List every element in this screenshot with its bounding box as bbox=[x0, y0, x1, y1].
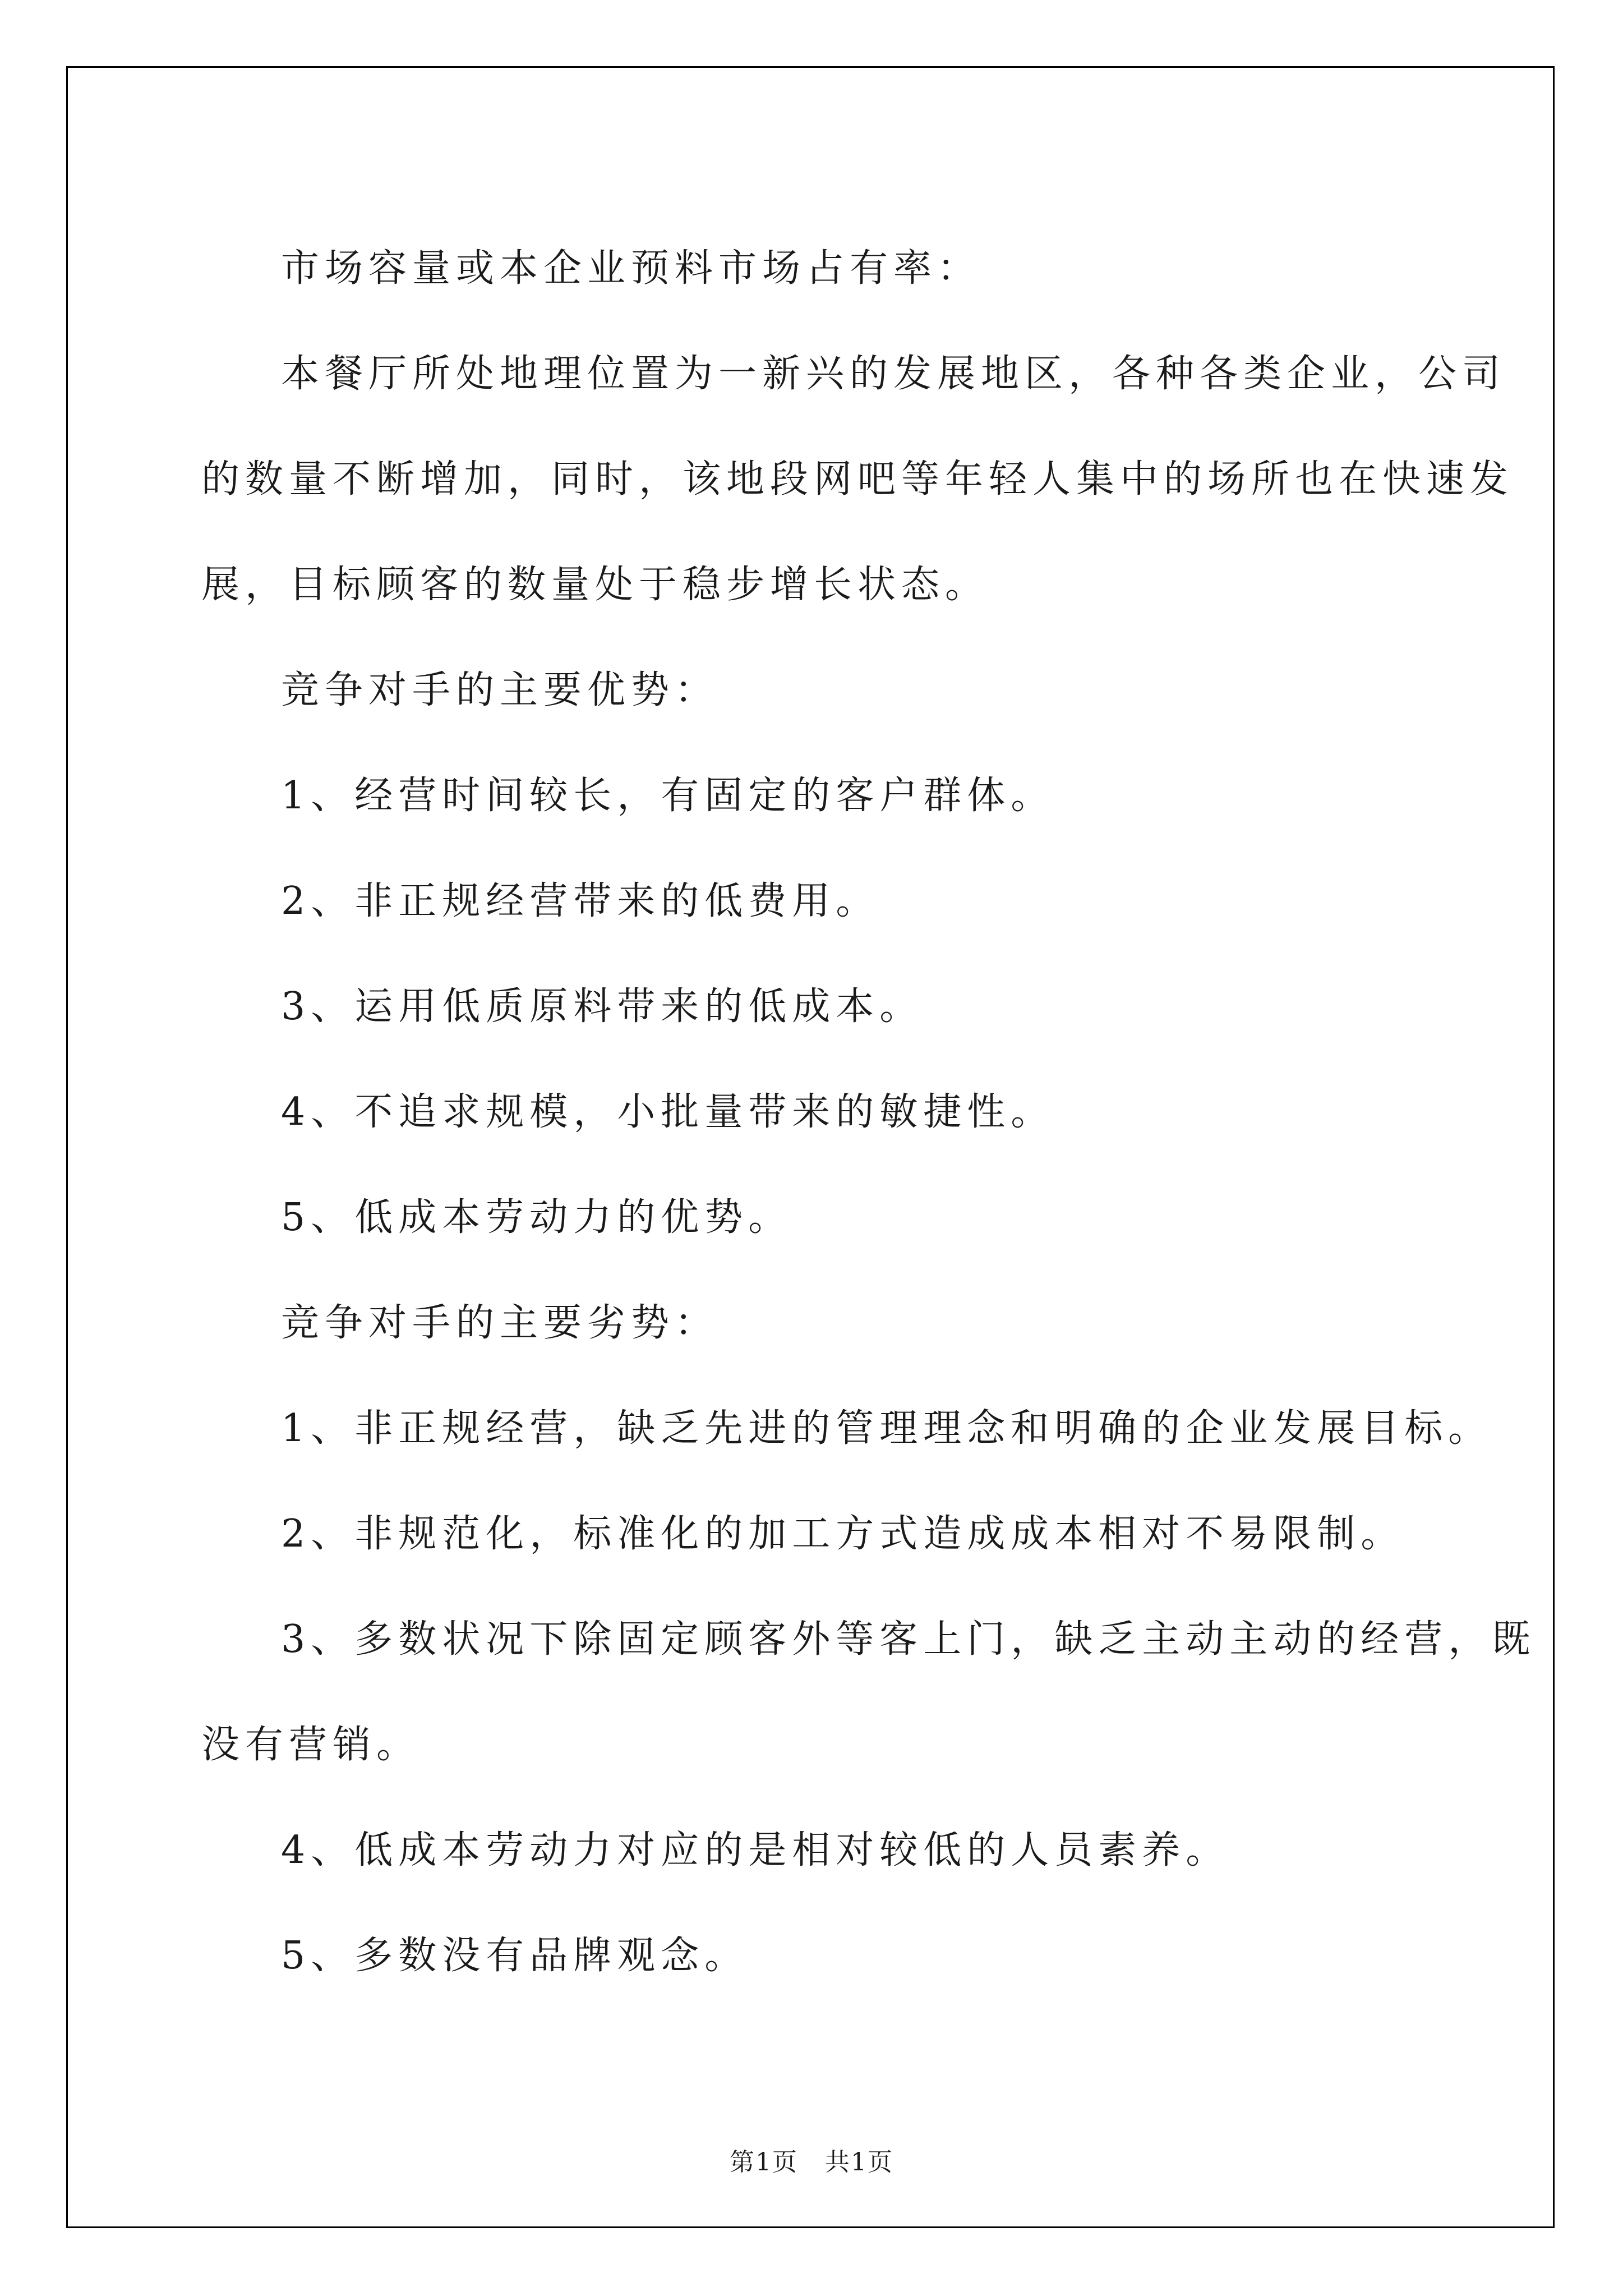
list-item bbox=[201, 849, 1424, 954]
list-item bbox=[201, 743, 1424, 849]
paragraph-line: 5、多数没有品牌观念。 bbox=[281, 1934, 749, 1978]
list-item bbox=[201, 1481, 1424, 1587]
list-item bbox=[201, 954, 1424, 1060]
list-item bbox=[201, 1376, 1492, 1481]
paragraph-location bbox=[201, 321, 1506, 427]
page-total: 共1页 bbox=[825, 2148, 893, 2177]
paragraph-line: 竞争对手的主要优势： bbox=[281, 668, 719, 712]
paragraph-line: 5、低成本劳动力的优势。 bbox=[281, 1195, 792, 1240]
list-item bbox=[201, 1903, 1424, 2009]
list-item bbox=[201, 1060, 1424, 1165]
paragraph-line: 1、经营时间较长，有固定的客户群体。 bbox=[281, 774, 1055, 818]
list-item bbox=[201, 1165, 1424, 1271]
paragraph-line: 竞争对手的主要劣势： bbox=[281, 1301, 719, 1345]
paragraph-line: 2、非规范化，标准化的加工方式造成成本相对不易限制。 bbox=[281, 1512, 1405, 1556]
paragraph-location-cont bbox=[201, 532, 1424, 638]
list-item-cont bbox=[201, 1692, 1424, 1798]
paragraph-market-capacity bbox=[201, 216, 1424, 321]
page-footer bbox=[0, 2142, 1623, 2178]
paragraph-line: 4、不追求规模，小批量带来的敏捷性。 bbox=[281, 1090, 1055, 1134]
paragraph-location-cont bbox=[201, 427, 1514, 532]
page-number: 第1页 bbox=[730, 2148, 798, 2177]
paragraph-line: 2、非正规经营带来的低费用。 bbox=[281, 879, 880, 923]
paragraph-line: 的数量不断增加，同时，该地段网吧等年轻人集中的场所也在快速发 bbox=[201, 457, 1514, 501]
paragraph-line: 没有营销。 bbox=[201, 1723, 421, 1767]
paragraph-line: 本餐厅所处地理位置为一新兴的发展地区，各种各类企业，公司 bbox=[281, 352, 1506, 396]
list-item bbox=[201, 1798, 1424, 1903]
document-body bbox=[201, 216, 1536, 2009]
paragraph-line: 展，目标顾客的数量处于稳步增长状态。 bbox=[201, 563, 989, 607]
heading-competitor-strengths bbox=[201, 638, 1424, 743]
list-item bbox=[201, 1587, 1536, 1692]
paragraph-line: 1、非正规经营，缺乏先进的管理理念和明确的企业发展目标。 bbox=[281, 1406, 1492, 1451]
paragraph-line: 3、运用低质原料带来的低成本。 bbox=[281, 984, 924, 1029]
paragraph-line: 4、低成本劳动力对应的是相对较低的人员素养。 bbox=[281, 1828, 1230, 1872]
paragraph-line: 市场容量或本企业预料市场占有率： bbox=[281, 246, 981, 291]
paragraph-line: 3、多数状况下除固定顾客外等客上门，缺乏主动主动的经营，既 bbox=[281, 1617, 1536, 1662]
heading-competitor-weaknesses bbox=[201, 1271, 1424, 1376]
